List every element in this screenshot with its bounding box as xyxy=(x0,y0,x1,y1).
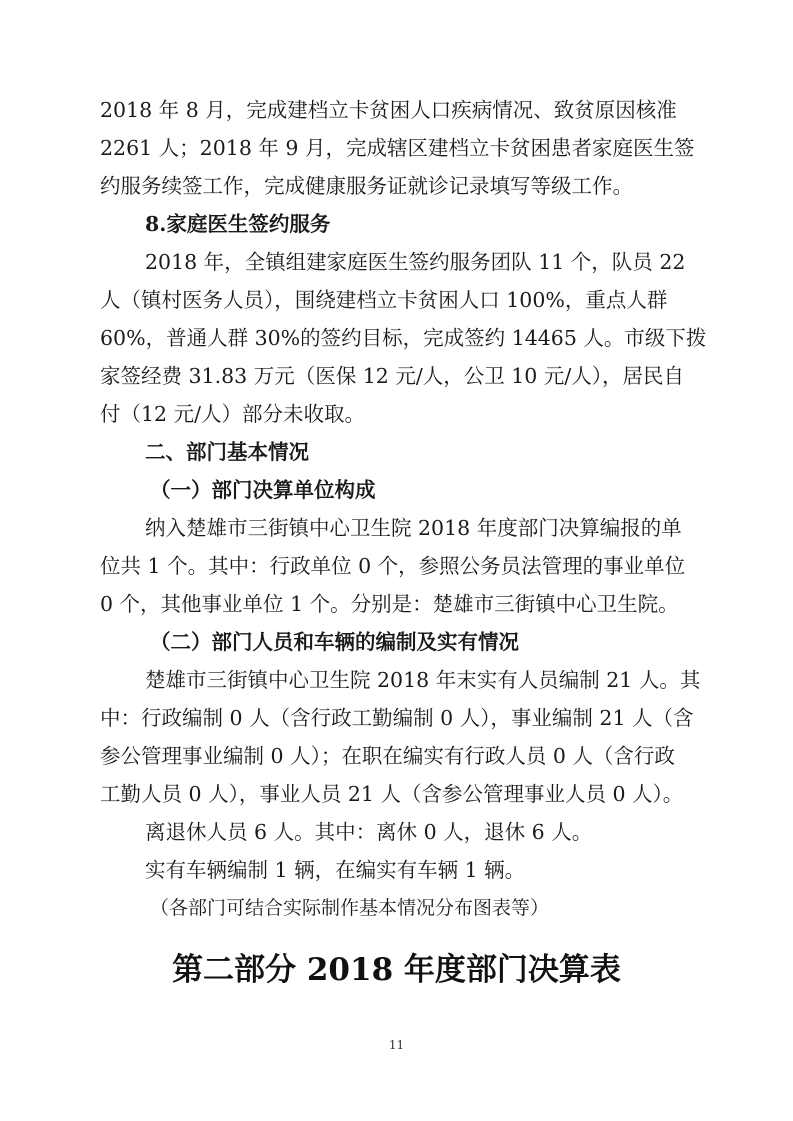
paragraph-line: 参公管理事业编制 0 人）；在职在编实有行政人员 0 人（含行政 xyxy=(100,744,675,768)
paragraph-line: 2018 年 8 月，完成建档立卡贫困人口疾病情况、致贫原因核准 xyxy=(100,98,677,122)
page-number: 11 xyxy=(388,1038,405,1052)
subsection-heading: （一）部门决算单位构成 xyxy=(150,478,376,502)
paragraph-line: 实有车辆编制 1 辆，在编实有车辆 1 辆。 xyxy=(145,858,526,882)
section-heading: 8.家庭医生签约服务 xyxy=(145,212,331,236)
note-line: （各部门可结合实际制作基本情况分布图表等） xyxy=(150,897,550,919)
paragraph-line: 离退休人员 6 人。其中：离休 0 人，退休 6 人。 xyxy=(145,820,593,844)
paragraph-line: 中：行政编制 0 人（含行政工勤编制 0 人），事业编制 21 人（含 xyxy=(100,706,694,730)
paragraph-line: 约服务续签工作，完成健康服务证就诊记录填写等级工作。 xyxy=(100,174,633,198)
subsection-heading: （二）部门人员和车辆的编制及实有情况 xyxy=(150,630,519,654)
paragraph-line: 楚雄市三街镇中心卫生院 2018 年末实有人员编制 21 人。其 xyxy=(145,668,701,692)
paragraph-line: 2261 人；2018 年 9 月，完成辖区建档立卡贫困患者家庭医生签 xyxy=(100,136,695,160)
paragraph-line: 付（12 元/人）部分未收取。 xyxy=(100,402,366,426)
paragraph-line: 位共 1 个。其中：行政单位 0 个，参照公务员法管理的事业单位 xyxy=(100,554,686,578)
section-heading: 二、部门基本情况 xyxy=(145,440,309,464)
paragraph-line: 人（镇村医务人员），围绕建档立卡贫困人口 100%，重点人群 xyxy=(100,288,668,312)
paragraph-line: 2018 年，全镇组建家庭医生签约服务团队 11 个，队员 22 xyxy=(145,250,686,274)
paragraph-line: 家签经费 31.83 万元（医保 12 元/人，公卫 10 元/人），居民自 xyxy=(100,364,685,388)
paragraph-line: 60%，普通人群 30%的签约目标，完成签约 14465 人。市级下拨 xyxy=(100,326,707,350)
paragraph-line: 0 个，其他事业单位 1 个。分别是：楚雄市三街镇中心卫生院。 xyxy=(100,592,679,616)
part-heading: 第二部分 2018 年度部门决算表 xyxy=(172,952,621,988)
paragraph-line: 工勤人员 0 人），事业人员 21 人（含参公管理事业人员 0 人）。 xyxy=(100,782,684,806)
paragraph-line: 纳入楚雄市三街镇中心卫生院 2018 年度部门决算编报的单 xyxy=(145,516,682,540)
